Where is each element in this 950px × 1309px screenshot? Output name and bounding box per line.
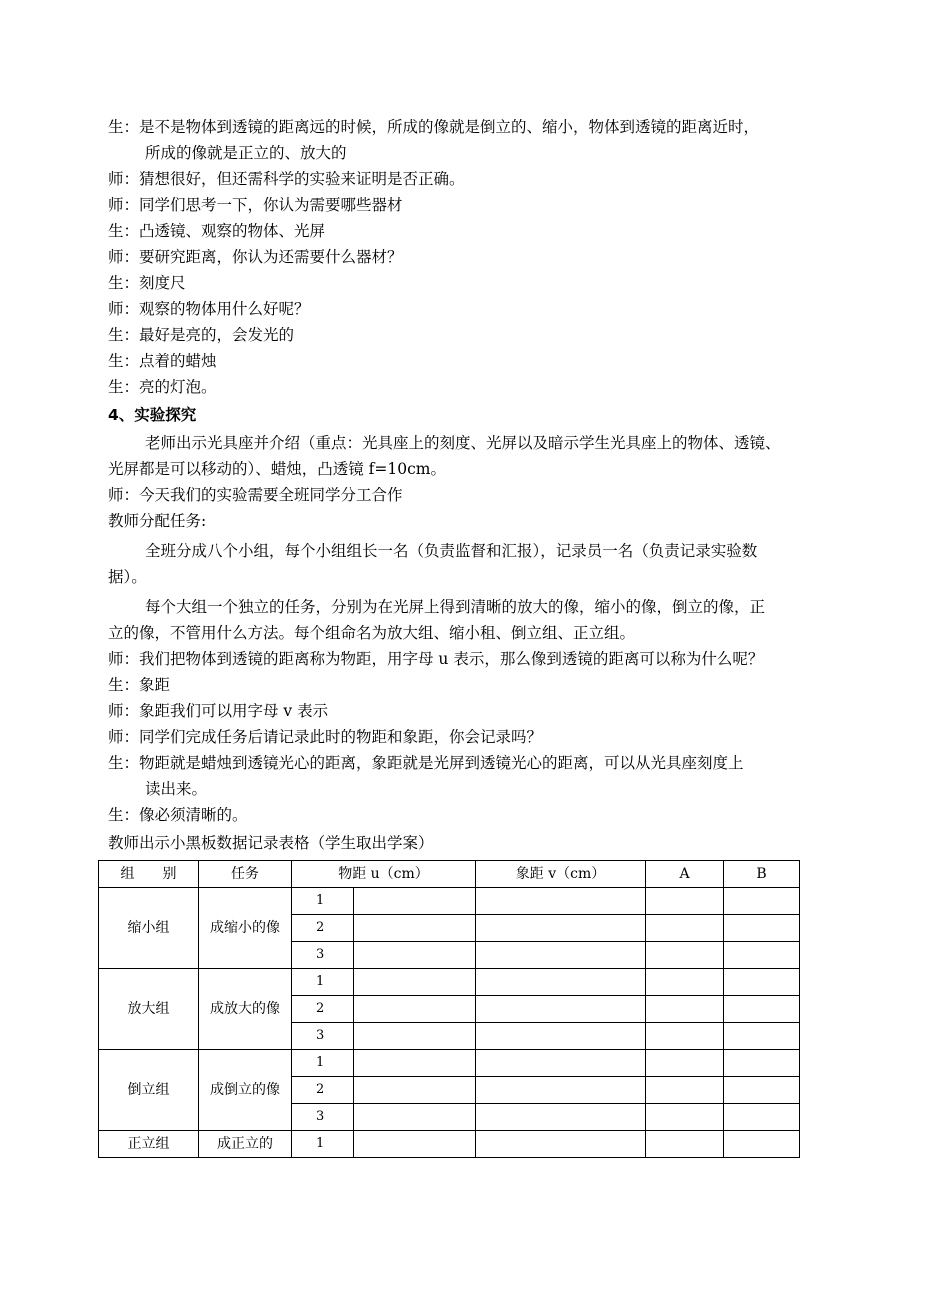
paragraph-line: 老师出示光具座并介绍（重点：光具座上的刻度、光屏以及暗示学生光具座上的物体、透镜、 [145,434,781,452]
b-cell [724,915,800,942]
b-cell [724,1050,800,1077]
header-image-distance: 象距 v（cm） [476,861,646,888]
dialogue-line: 生：最好是亮的，会发光的 [108,326,295,344]
u-cell [354,1131,476,1158]
task-text: 成缩小的像 [210,920,280,936]
b-cell [724,942,800,969]
dialogue-line: 生：点着的蜡烛 [108,352,217,370]
paragraph-line: 教师分配任务: [108,512,207,530]
dialogue-line: 生：像必须清晰的。 [108,806,248,824]
v-cell [476,888,646,915]
paragraph-line: 据）。 [108,568,147,586]
group-task: 成正立的 [199,1131,292,1158]
group-name: 缩小组 [99,888,199,969]
header-task: 任务 [199,861,292,888]
dialogue-line: 师：我们把物体到透镜的距离称为物距，用字母 u 表示，那么像到透镜的距离可以称为什么呢？ [108,650,764,668]
section-heading: 4、实验探究 [108,406,197,424]
u-cell [354,888,476,915]
group-name: 放大组 [99,969,199,1050]
a-cell [646,915,724,942]
trial-number: 2 [292,996,354,1023]
table-row [99,969,800,996]
dialogue-line: 师：象距我们可以用字母 v 表示 [108,702,329,720]
trial-number: 1 [292,888,354,915]
dialogue-line: 师：观察的物体用什么好呢？ [108,300,310,318]
b-cell [724,1023,800,1050]
a-cell [646,996,724,1023]
v-cell [476,969,646,996]
paragraph-line: 光屏都是可以移动的）、蜡烛，凸透镜 f=10cm。 [108,460,447,478]
paragraph-line: 立的像，不管用什么方法。每个组命名为放大组、缩小租、倒立组、正立组。 [108,624,636,642]
header-a: A [646,861,724,888]
u-cell [354,1050,476,1077]
b-cell [724,888,800,915]
task-text: 成倒立的像 [210,1082,280,1098]
table-caption: 教师出示小黑板数据记录表格（学生取出学案） [108,834,434,852]
dialogue-line: 师：今天我们的实验需要全班同学分工合作 [108,486,403,504]
group-task [199,1050,292,1131]
u-cell [354,942,476,969]
trial-number: 1 [292,1050,354,1077]
trial-number: 2 [292,1077,354,1104]
v-cell [476,1023,646,1050]
trial-number: 3 [292,1104,354,1131]
v-cell [476,1077,646,1104]
paragraph-line: 每个大组一个独立的任务，分别为在光屏上得到清晰的放大的像，缩小的像，倒立的像，正 [145,598,766,616]
trial-number: 3 [292,1023,354,1050]
trial-number: 3 [292,942,354,969]
table-row [99,1131,800,1158]
group-name: 正立组 [99,1131,199,1158]
v-cell [476,1104,646,1131]
u-cell [354,915,476,942]
v-cell [476,942,646,969]
a-cell [646,1104,724,1131]
a-cell [646,1131,724,1158]
dialogue-line: 生：刻度尺 [108,274,186,292]
b-cell [724,1131,800,1158]
a-cell [646,942,724,969]
header-b: B [724,861,800,888]
a-cell [646,969,724,996]
dialogue-line: 生：是不是物体到透镜的距离远的时候，所成的像就是倒立的、缩小，物体到透镜的距离近时， [108,118,760,136]
group-task [199,888,292,969]
u-cell [354,1104,476,1131]
trial-number: 2 [292,915,354,942]
trial-number: 1 [292,1131,354,1158]
a-cell [646,1023,724,1050]
v-cell [476,915,646,942]
dialogue-line: 师：同学们思考一下，你认为需要哪些器材 [108,196,403,214]
a-cell [646,888,724,915]
trial-number: 1 [292,969,354,996]
table-row [99,888,800,915]
v-cell [476,996,646,1023]
dialogue-line: 生：亮的灯泡。 [108,378,217,396]
header-group: 组 别 [99,861,199,888]
u-cell [354,1077,476,1104]
a-cell [646,1077,724,1104]
dialogue-line: 师：要研究距离，你认为还需要什么器材？ [108,248,403,266]
paragraph-line: 全班分成八个小组，每个小组组长一名（负责监督和汇报），记录员一名（负责记录实验数 [145,542,758,560]
b-cell [724,996,800,1023]
group-task [199,969,292,1050]
dialogue-line: 读出来。 [145,780,208,798]
b-cell [724,969,800,996]
b-cell [724,1077,800,1104]
dialogue-line: 生：物距就是蜡烛到透镜光心的距离，象距就是光屏到透镜光心的距离，可以从光具座刻度上 [108,754,744,772]
table-header-row [99,861,800,888]
dialogue-line: 所成的像就是正立的、放大的 [145,144,347,162]
a-cell [646,1050,724,1077]
dialogue-line: 生：凸透镜、观察的物体、光屏 [108,222,326,240]
u-cell [354,1023,476,1050]
dialogue-line: 师：同学们完成任务后请记录此时的物距和象距，你会记录吗？ [108,728,543,746]
header-object-distance: 物距 u（cm） [292,861,476,888]
data-record-table [98,860,800,1158]
b-cell [724,1104,800,1131]
v-cell [476,1131,646,1158]
table-row [99,1050,800,1077]
u-cell [354,996,476,1023]
v-cell [476,1050,646,1077]
group-name: 倒立组 [99,1050,199,1131]
u-cell [354,969,476,996]
task-text: 成放大的像 [210,1001,280,1017]
dialogue-line: 生：象距 [108,676,171,694]
dialogue-line: 师：猜想很好，但还需科学的实验来证明是否正确。 [108,170,465,188]
